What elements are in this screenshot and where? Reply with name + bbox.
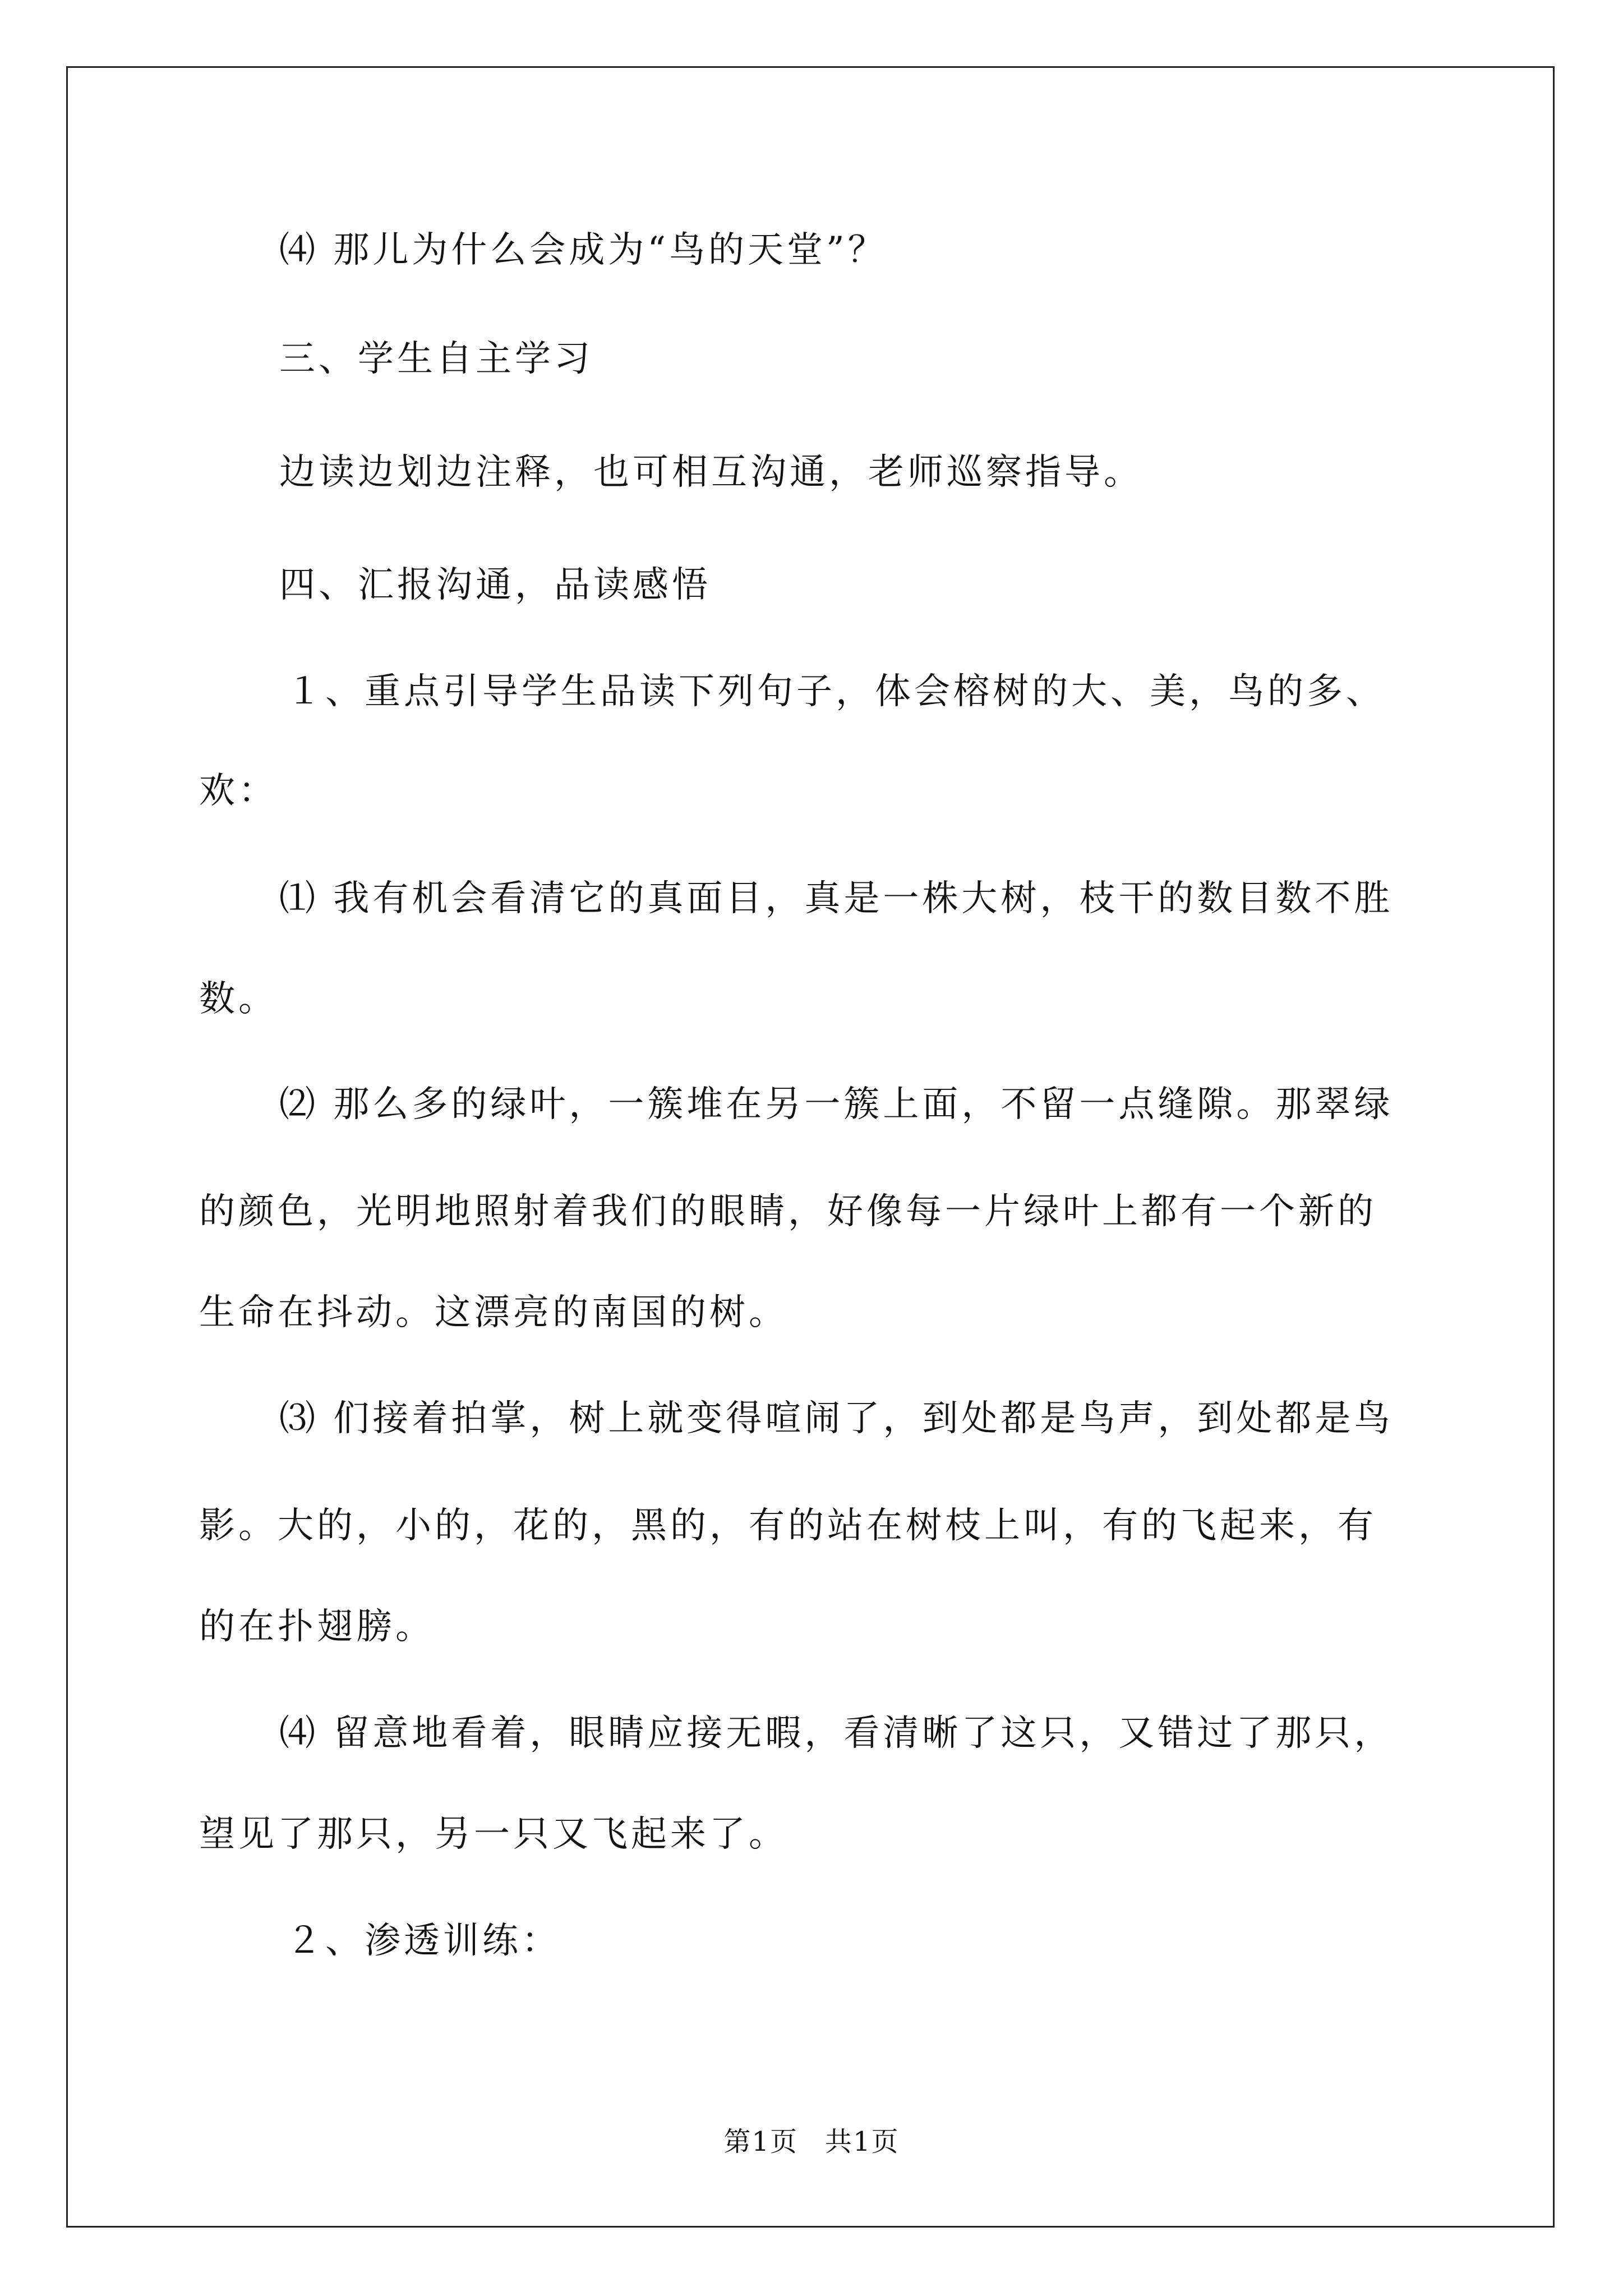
section-heading: ２、渗透训练： bbox=[286, 1920, 561, 1962]
page-total: 共1页 bbox=[825, 2126, 900, 2157]
text-line: ⑴ 我有机会看清它的真面目，真是一株大树，枝干的数目数不胜 bbox=[279, 878, 1394, 919]
text-line: ⑷ 留意地看着，眼睛应接无暇，看清晰了这只，又错过了那只， bbox=[279, 1713, 1394, 1754]
text-line: 的颜色，光明地照射着我们的眼睛，好像每一片绿叶上都有一个新的 bbox=[199, 1191, 1377, 1232]
section-heading: 三、学生自主学习 bbox=[279, 338, 593, 380]
text-line: 欢： bbox=[199, 770, 278, 812]
page-number: 第1页 bbox=[723, 2126, 798, 2157]
text-line: ⑶ 们接着拍掌，树上就变得喧闹了，到处都是鸟声，到处都是鸟 bbox=[279, 1398, 1394, 1439]
text-line: 生命在抖动。这漂亮的南国的树。 bbox=[199, 1292, 788, 1333]
text-line: 望见了那只，另一只又飞起来了。 bbox=[199, 1814, 788, 1855]
section-heading: 四、汇报沟通，品读感悟 bbox=[279, 564, 711, 606]
text-line: ⑷ 那儿为什么会成为“鸟的天堂”？ bbox=[279, 229, 887, 271]
text-line: １、重点引导学生品读下列句子，体会榕树的大、美，鸟的多、 bbox=[286, 671, 1385, 712]
text-line: 影。大的，小的，花的，黑的，有的站在树枝上叫，有的飞起来，有 bbox=[199, 1505, 1377, 1547]
text-line: 数。 bbox=[199, 978, 278, 1020]
text-line: 边读边划边注释，也可相互沟通，老师巡察指导。 bbox=[279, 452, 1143, 493]
text-line: ⑵ 那么多的绿叶，一簇堆在另一簇上面，不留一点缝隙。那翠绿 bbox=[279, 1084, 1394, 1125]
page-border bbox=[66, 66, 1555, 2228]
page-footer bbox=[0, 2125, 1623, 2159]
text-line: 的在扑翅膀。 bbox=[199, 1606, 435, 1648]
